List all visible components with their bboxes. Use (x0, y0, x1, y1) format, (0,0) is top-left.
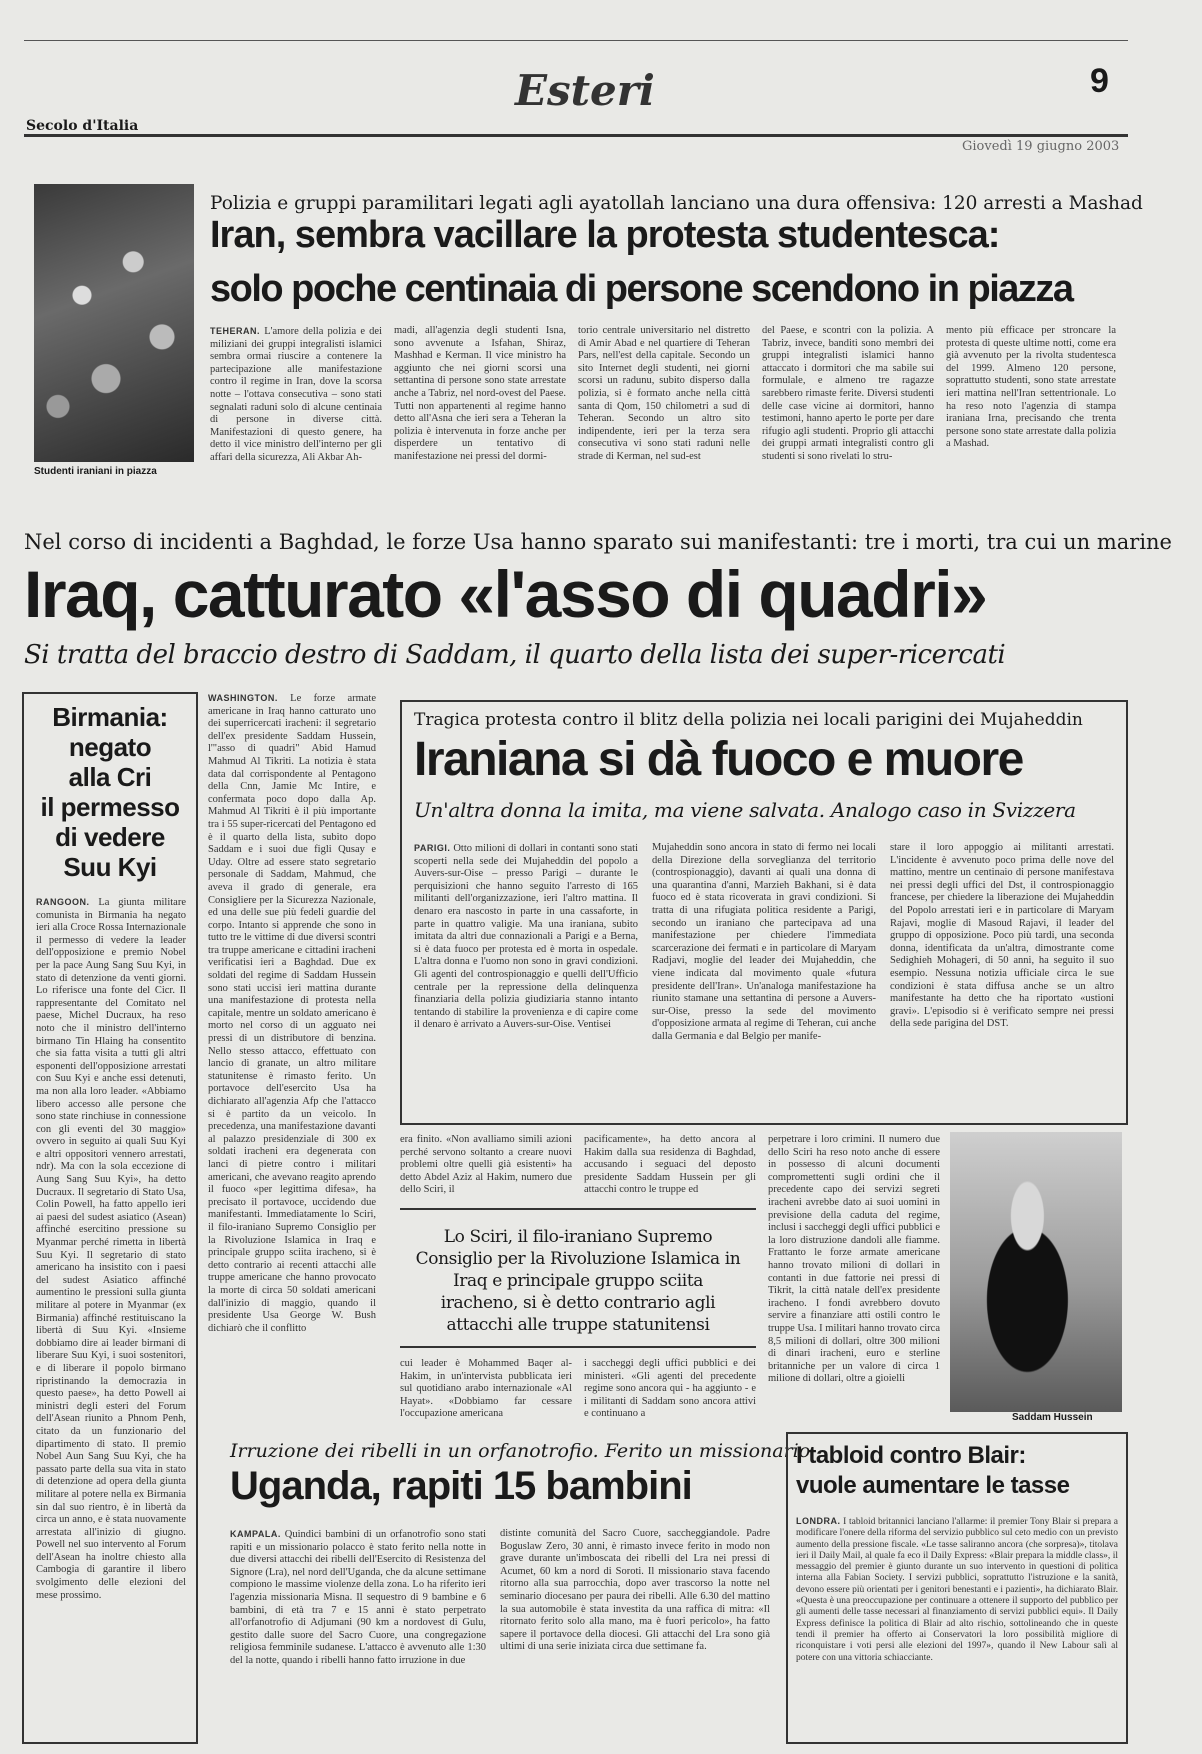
saddam-photo-caption: Saddam Hussein (1012, 1412, 1093, 1423)
iraniana-box (400, 700, 1128, 1125)
birmania-box (22, 692, 198, 1744)
birmania-headline-line3: alla Cri (68, 762, 152, 792)
birmania-text: La giunta militare comunista in Birmania ha negato ieri alla Croce Rossa Internazionale il permesso di vedere la leader dell'opposizione e premio Nobel per la pace Aung Sang Suu Kyi, in stato di detenzione da venti giorni. Lo riferisce una fonte del Cicr. Il rappresentante del Comitato nel paese, Michel Ducraux, ha reso noto che il ministro dell'interno birmano Tin Hlaing ha consentito che sia fatta visita a tutti gli altri esponenti dell'opposizione arrestati con Suu Kyi e anche essi detenuti, ma non alla loro leader. «Abbiamo libero accesso alle persone che sono state rinchiuse in connessione con gli eventi del 30 maggio» ovvero in seguito ai quali Suu Kyi e altri oppositori vennero arrestati, ndr). Ma con la sola eccezione di Aung Sang Suu Kyi», ha detto Ducraux. Il segretario di Stato Usa, Colin Powell, ha fatto appello ieri ai paesi del sudest asiatico (Asean) affinché esercitino pressione su Myanmar perché rimetta in libertà Suu Kyi. Il segretario di stato americano ha insistito con i paesi del sudest Asiatico affinché aumentino le pressioni sulla giunta militare al potere in Myanmar (ex Birmania) affinché restituiscano la libertà di Suu Kyi. «Insieme dobbiamo dire ai leader birmani di liberare Suu Kyi, i suoi sostenitori, e di liberare il popolo birmano ripristinando la democrazia in questo paese», ha detto Powell ai ministri degli esteri del Forum dell'Asean riunito a Phnom Penh, citato da un funzionario del dipartimento di stato. Il premio Nobel Aun Sang Suu Kyi, che ha passato parte della sua vita in stato di detenzione ad opera della giunta militare al potere nella ex Birmania sin dal suo rientro, è in libertà da circa un anno, e è stata nuovamente arrestata all'inizio di giugno. Powell nel suo intervento al Forum dell'Asean ha inoltre chiesto alla Cambogia di garantire il libero svolgimento delle elezioni del mese prossimo. (36, 897, 186, 1601)
iraq-body-col-2b: cui leader è Mohammed Baqer al-Hakim, in un'intervista pubblicata ieri sul quotidiano arabo internazionale «Al Hayat». «Dobbiamo far cessare l'occupazione americana (400, 1358, 572, 1420)
iran-dateline: TEHERAN. (210, 326, 261, 336)
birmania-headline-line1: Birmania: (52, 702, 168, 732)
iran-body (210, 325, 1118, 495)
uganda-col-1-text: Quindici bambini di un orfanotrofio sono stati rapiti e un missionario polacco è stato ferito nella notte in due diversi attacchi dei ribelli dell'Esercito di Resistenza del Signore (Lra), nel nord dell'Uganda, che da alcune settimane compiono le massime violenze della zona. Lo ha riferito ieri l'agenzia missionaria Misna. Il sequestro di 9 bambine e 6 bambini, di età tra 7 e 15 anni è stato perpetrato all'orfanotrofio di Adjumani (90 km a nordovest di Gulu, gestito dalle suore del Sacro Cuore, una congregazione religiosa femminile sudanese. L'attacco è avvenuto alle 1:30 del la notte, quando i ribelli hanno fatto irruzione in due (230, 1529, 486, 1666)
iraq-body-col-4: perpetrare i loro crimini. Il numero due dello Sciri ha reso noto anche di essere in possesso di alcuni documenti compromettenti sugli ordini che il precedente capo dei servizi segreti iracheni avrebbe dato ai suoi uomini in previsione della caduta del regime, inclusi i saccheggi degli uffici pubblici e la loro distruzione dandoli alle fiamme. Frattanto le forze armate americane hanno trovato milioni di dollari in contanti in due fattorie nei pressi di Tikrit, la città natale dell'ex presidente iracheno. I fondi avrebbero dovuto servire a finanziare atti ostili contro le truppe Usa. I militari hanno trovato circa 8,5 milioni di dollari, oltre 300 milioni di dinari iracheni, euro e sterline britanniche per un valore di circa 1 milione di dollari, oltre a gioielli (768, 1134, 940, 1385)
saddam-photo (950, 1132, 1122, 1412)
tabloid-dateline: LONDRA. (796, 1516, 841, 1526)
iran-col-5: mento più efficace per stroncare la protesta di queste ultime notti, come era già avvenuto per la rivolta studentesca del 1999. Almeno 120 persone, soprattutto studenti, sono state arrestate ieri mattina nell'Iran settentrionale. Lo ha reso noto l'agenzia di stampa iraniana Irna, precisando che trenta persone sono state arrestate dalla polizia a Mashad. (946, 325, 1116, 450)
iraq-body-col-3a: pacificamente», ha detto ancora al Hakim dalla sua residenza di Baghdad, accusando i seguaci del deposto presidente Saddam Hussein per gli attacchi contro le truppe ed (584, 1134, 756, 1196)
iraq-headline: Iraq, catturato «l'asso di quadri» (24, 557, 987, 631)
iraq-kicker: Nel corso di incidenti a Baghdad, le forze Usa hanno sparato sui manifestanti: tre i morti, tra cui un marine (24, 530, 1172, 554)
students-photo-caption: Studenti iraniani in piazza (34, 466, 157, 477)
tabloid-text: I tabloid britannici lanciano l'allarme: il premier Tony Blair si prepara a modificare l'onere della riforma del servizio pubblico sul ceto medio con un previsto aumento della pressione fiscale. «Le tasse saliranno ancora (che sorpresa)», titolava ieri il Daily Mail, al quale fa eco il Daily Express: «Blair prepara la middle class», il messaggio del premier è giunto durante un suo intervento in questioni di politica interna alla Fabian Society. I servizi pubblici, soprattutto l'istruzione e la sanità, devono essere più orientati per i genitori benestanti e i pazienti», ha dichiarato Blair. «Questa è una preoccupazione per continuare a ottenere il supporto del pubblico per gli aumenti delle tasse necessari al finanziamento di servizi pubblici equi». Il Daily Express definisce la politica di Blair ad alto rischio, sottolineando che in queste tendi il premier ha offerto ai Conservatori la loro possibilità migliore di riconquistare i voti persi alle elezioni del 1997», quando il New Labour salì al potere con una vittoria schiacciante. (796, 1517, 1118, 1663)
birmania-headline-line6: Suu Kyi (63, 852, 157, 882)
iraq-subhead: Si tratta del braccio destro di Saddam, il quarto della lista dei super-ricercati (24, 640, 1006, 670)
students-photo (34, 184, 194, 462)
iraq-body-col-3b: i saccheggi degli uffici pubblici e dei ministeri. «Gli agenti del precedente regime sono ancora qui - ha aggiunto - e i militanti di Saddam sono ancora attivi e continuano a (584, 1358, 756, 1420)
iraq-text: Le forze armate americane in Iraq hanno catturato uno dei superricercati iracheni: il segretario dell'ex presidente Saddam Hussein, l'"asso di quadri" Abid Hamud Mahmud Al Tikriti. La notizia è stata data dal corrispondente al Pentagono della Cnn, Jamie Mc Intire, e confermata poco dopo dalla Ap. Mahmud Al Tikriti è il più importante tra i 55 super-ricercati del Pentagono ed è il quarto della lista, subito dopo Saddam e i suoi due figli Qusay e Uday. Oltre ad essere stato segretario personale di Saddam, Mahmud, che aveva il grado di generale, era Consigliere per la Sicurezza Nazionale, ed una delle sue più fedeli guardie del corpo. Intanto si apprende che sono in tutto tre le vittime di due diversi scontri tra truppe americane e cittadini iracheni verificatisi ieri a Baghdad. Due ex soldati del regime di Saddam Hussein sono stati uccisi ieri mattina durante una manifestazione di protesta nella capitale, mentre un soldato americano è morto nel corso di un agguato nei pressi di un distributore di benzina. Nello stesso attacco, effettuato con lancio di granate, un altro militare statunitense è rimasto ferito. Un portavoce dell'esercito Usa ha dichiarato all'agenzia Afp che l'attacco si è partito da un veicolo. In precedenza, una manifestazione davanti al palazzo presidenziale di 300 ex soldati iracheni era degenerata con lanci di pietre contro i militari americani, che avevano reagito aprendo il fuoco «per legittima difesa», ha precisato il portavoce, uccidendo due manifestanti. Immediatamente lo Sciri, il filo-iraniano Supremo Consiglio per la Rivoluzione Islamica in Iraq e principale gruppo sciita iracheno, si è detto contrario ai recenti attacchi alle truppe americane che hanno provocato la morte di circa 50 soldati americani dall'inizio di maggio, quando il presidente Usa George W. Bush dichiarò che il conflitto (208, 693, 376, 1334)
birmania-body (36, 896, 186, 1736)
iraq-body-col-2a: era finito. «Non avalliamo simili azioni perché servono soltanto a creare nuovi problemi oltre quelli già esistenti» ha detto Abdel Aziz al Hakim, numero due dello Sciri, il (400, 1134, 572, 1196)
iraniana-headline: Iraniana si dà fuoco e muore (414, 733, 1023, 786)
iran-col-1-text: L'amore della polizia e dei miliziani dei gruppi integralisti islamici sembra ormai riuscire a contenere la partecipazione alle manifestazione contro il regime in Iran, dove la scorsa notte – l'ottava consecutiva – sono stati segnalati raduni solo di alcune centinaia di persone in diverse città. Manifestazioni di questo genere, ha detto il vice ministro dell'interno per gli affari della sicurezza, Ali Akbar Ah- (210, 326, 382, 463)
birmania-headline-line2: negato (68, 732, 152, 762)
section-title: Esteri (515, 66, 655, 115)
uganda-col-1 (230, 1528, 486, 1732)
tabloid-body (796, 1516, 1118, 1736)
iraq-pull-quote-text: Lo Sciri, il filo-iraniano Supremo Consiglio per la Rivoluzione Islamica in Iraq e principale gruppo sciita iracheno, si è detto contrario agli attacchi alle truppe statunitensi (415, 1227, 741, 1335)
iran-col-1 (210, 325, 382, 495)
uganda-headline: Uganda, rapiti 15 bambini (230, 1464, 692, 1508)
iran-col-4: del Paese, e scontri con la polizia. A Tabriz, invece, banditi sono membri dei gruppi integralisti islamici hanno attaccato i dormitori che ma sabile sui formulale, e almeno tre ragazze sarebbero rimaste ferite. Diversi studenti delle case vicine ai dormitori, hanno testimoni, hanno aperto le porte per dare rifugio agli studenti. Proprio gli attacchi dei gruppi armati integralisti contro gli studenti si sono rivelati lo stru- (762, 325, 934, 462)
iraq-body-col-1 (208, 692, 376, 1422)
uganda-dateline: KAMPALA. (230, 1529, 281, 1539)
iraniana-col-3: stare il loro appoggio ai militanti arrestati. L'incidente è avvenuto poco prima delle nove del mattino, mentre un centinaio di persone manifestava nei pressi degli uffici del Dst, il controspionaggio francese, per chiedere la liberazione dei Mujaheddin del Popolo arrestati ieri e in particolare di Maryam Rajavi, moglie di Masoud Rajavi, il leader del gruppo di opposizione. Poco più tardi, una seconda donna, identificata da un'altra, dimostrante come Sedighieh Mohageri, di 50 anni, ha seguito il suo esempio. Nessuna notizia ufficiale circa le sue condizioni è stata diffusa anche se un altro manifestante ha detto che ha riportato «ustioni gravi». L'episodio si è verificato sempre nei pressi della sede parigina del DST. (890, 842, 1114, 1030)
birmania-headline-line5: di vedere (55, 822, 165, 852)
tabloid-headline-line1: I tabloid contro Blair: (796, 1442, 1026, 1469)
iran-col-3: torio centrale universitario nel distretto di Amir Abad e nel quartiere di Teheran Pars, nell'est della capitale. Secondo un sito Internet degli studenti, nei giorni scorsi un radunu, subito disperso dalla polizia, si è formato anche nella città santa di Qom, 150 chilometri a sud di Teheran. Secondo un altro sito indipendente, ieri per la terza sera consecutiva vi sono stati raduni nelle strade di Kerman, nel sud-est (578, 325, 750, 462)
iraniana-subhead: Un'altra donna la imita, ma viene salvata. Analogo caso in Svizzera (414, 798, 1076, 822)
iran-col-2: madi, all'agenzia degli studenti Isna, sono avvenute a Isfahan, Shiraz, Mashhad e Kerman. Il vice ministro ha aggiunto che nei giorni scorsi una settantina di persone sono state arrestate anche a Tabriz, nel nord-ovest del Paese. Tutti non appartenenti al regime hanno detto all'Asna che ieri sera a Teheran la polizia è intervenuta in forze anche per disperdere un tentativo di manifestazione nei pressi del dormi- (394, 325, 566, 462)
uganda-kicker: Irruzione dei ribelli in un orfanotrofio. Ferito un missionario (230, 1440, 811, 1462)
tabloid-headline-line2: vuole aumentare le tasse (796, 1472, 1070, 1499)
iran-headline-line1: Iran, sembra vacillare la protesta studentesca: (210, 214, 1000, 256)
paper-name: Secolo d'Italia (26, 118, 139, 134)
page-date: Giovedì 19 giugno 2003 (962, 139, 1120, 154)
page-number: 9 (1090, 62, 1109, 100)
iran-kicker: Polizia e gruppi paramilitari legati agli ayatollah lanciano una dura offensiva: 120 arresti a Mashad (210, 193, 1143, 214)
uganda-box (210, 1432, 811, 1744)
iraniana-dateline: PARIGI. (414, 843, 451, 853)
iraniana-kicker: Tragica protesta contro il blitz della polizia nei locali parigini dei Mujaheddin (414, 710, 1083, 730)
iraniana-col-1-text: Otto milioni di dollari in contanti sono stati scoperti nella sede dei Mujaheddin del popolo a Auvers-sur-Oise – presso Parigi – durante le perquisizioni che hanno seguito l'arresto di 165 militanti dell'organizzazione, ieri l'altro mattina. Il denaro era nascosto in parte in una cassaforte, in parte in quattro valigie. Ma una iraniana, subito imitata da altri due connazionali a Parigi e a Berna, si è data fuoco per protesta ed è morta in ospedale. L'altra donna e l'uomo non sono in gravi condizioni. Gli agenti del controspionaggio e quelli dell'Ufficio centrale per la repressione della delinquenza finanziaria della polizia giudiziaria stanno intanto tentando di stabilire la provenienza e di capire come il denaro è arrivato a Auvers-sur-Oise. Ventisei (414, 843, 638, 1031)
birmania-dateline: RANGOON. (36, 897, 90, 907)
birmania-headline (24, 694, 196, 882)
iraq-dateline: WASHINGTON. (208, 693, 278, 703)
iran-headline-line2: solo poche centinaia di persone scendono in piazza (210, 268, 1073, 310)
iraq-pull-quote (400, 1208, 756, 1348)
birmania-headline-line4: il permesso (40, 792, 180, 822)
uganda-col-2: distinte comunità del Sacro Cuore, saccheggiandole. Padre Boguslaw Zero, 30 anni, è rimasto invece ferito in modo non grave durante un'imboscata dei ribelli del Lra nei pressi di Acumet, 60 km a nord di Soroti. Il missionario stava facendo ritorno alla sua parrocchia, dopo aver trascorso la notte nel seminario diocesano per paura dei ribelli. Alle 6.30 del mattino la sua automobile è stata investita da una raffica di mitra: «Il ritornato ferito solo alla mano, ma è fuori pericolo», ha fatto sapere il portavoce della diocesi. Gli attacchi del Lra sono già ultimi di una serie iniziata circa due settimane fa. (500, 1528, 770, 1653)
tabloid-box (786, 1432, 1128, 1744)
iraniana-col-2: Mujaheddin sono ancora in stato di fermo nei locali della Direzione della sorveglianza del territorio (controspionaggio), davanti ai quali una donna di una quarantina d'anni, Marzieh Bakhani, si è data fuoco ed è stata ricoverata in gravi condizioni. Si tratta di una rifugiata politica residente a Parigi, secondo un iraniano che partecipava ad una manifestazione per chiedere l'immediata scarcerazione dei fermati e in particolare di Maryam Radjavi, moglie del leader dei Mujaheddin, che viene indicata dal movimento quale «futura presidente dell'Iran». Un'analoga manifestazione ha riunito stamane una settantina di persone a Auvers-sur-Oise, presso la sede del movimento d'opposizione armata al regime di Teheran, cui anche dalla Germania e dal Belgio per manife- (652, 842, 876, 1042)
iraniana-col-1 (414, 842, 638, 1117)
